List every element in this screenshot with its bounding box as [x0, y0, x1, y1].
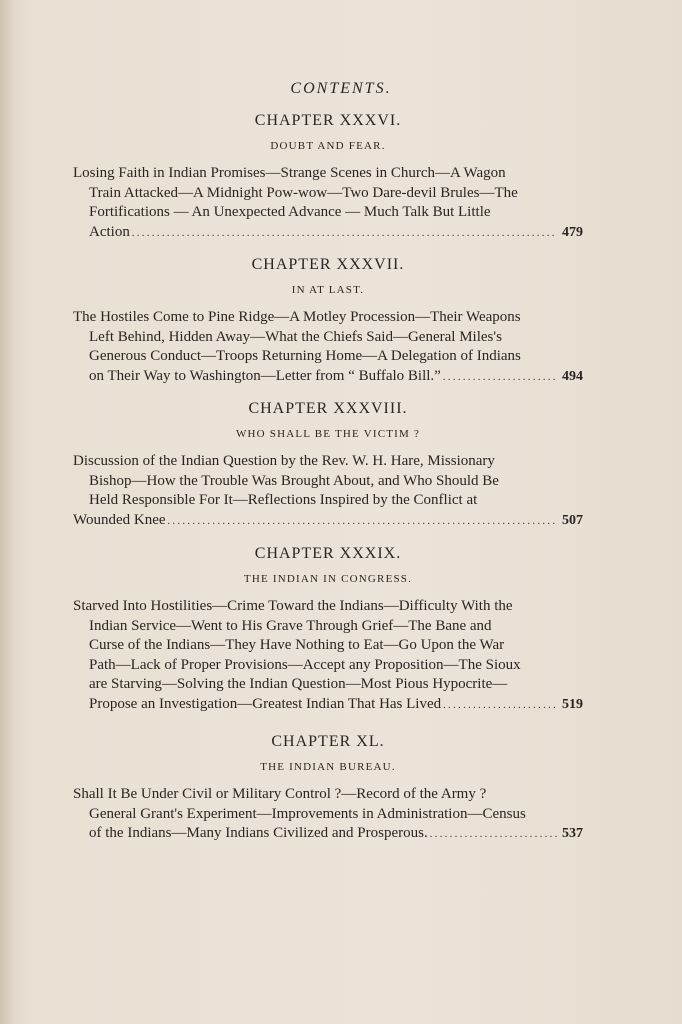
dot-leader	[430, 825, 558, 845]
chapter-subtitle: IN AT LAST.	[291, 284, 365, 296]
chapter-subtitle: DOUBT AND FEAR.	[270, 140, 386, 152]
summary-last-line	[73, 511, 583, 532]
chapter-title: CHAPTER XXXVII.	[251, 256, 405, 273]
summary-line: Losing Faith in Indian Promises—Strange Scenes in Church—A Wagon	[73, 165, 506, 181]
chapter-section	[73, 733, 583, 845]
summary-last-line	[73, 223, 583, 244]
summary-last-line	[73, 695, 583, 716]
summary-line: Curse of the Indians—They Have Nothing to Eat—Go Upon the War	[89, 637, 505, 654]
chapter-title: CHAPTER XXXVIII.	[248, 400, 408, 417]
chapter-section	[73, 400, 583, 531]
summary-line: are Starving—Solving the Indian Question—Most Pious Hypocrite—	[89, 676, 508, 693]
summary-line: Propose an Investigation—Greatest Indian That Has Lived	[89, 695, 442, 712]
page-number: 479	[562, 224, 583, 240]
summary-line: Fortifications — An Unexpected Advance — Much Talk But Little	[89, 204, 491, 221]
chapter-summary	[73, 785, 583, 845]
chapter-summary	[73, 164, 583, 243]
chapter-title: CHAPTER XXXIX.	[254, 545, 402, 562]
summary-last-line	[73, 367, 583, 388]
chapter-subtitle: WHO SHALL BE THE VICTIM ?	[235, 428, 421, 440]
summary-line: General Grant's Experiment—Improvements in Administration—Census	[89, 805, 526, 822]
chapter-title: CHAPTER XXXVI.	[254, 112, 402, 129]
summary-line: Action	[89, 223, 130, 240]
summary-line: The Hostiles Come to Pine Ridge—A Motley Procession—Their Weapons	[73, 309, 521, 325]
summary-line: Wounded Knee	[73, 511, 166, 528]
summary-line: of the Indians—Many Indians Civilized and Prosperous.	[89, 825, 428, 842]
summary-line: Discussion of the Indian Question by the Rev. W. H. Hare, Missionary	[73, 453, 495, 469]
summary-line: on Their Way to Washington—Letter from “ Buffalo Bill.”	[89, 367, 441, 384]
summary-line: Left Behind, Hidden Away—What the Chiefs Said—General Miles's	[89, 328, 502, 345]
dot-leader	[443, 368, 558, 388]
summary-line: Train Attacked—A Midnight Pow-wow—Two Dare-devil Brules—The	[89, 184, 518, 201]
chapter-summary	[73, 452, 583, 531]
summary-line: Starved Into Hostilities—Crime Toward the Indians—Difficulty With the	[73, 598, 513, 614]
summary-line: Shall It Be Under Civil or Military Control ?—Record of the Army ?	[73, 786, 487, 802]
page-number: 494	[562, 368, 583, 384]
summary-line: Held Responsible For It—Reflections Inspired by the Conflict at	[89, 492, 478, 509]
page-heading: CONTENTS.	[290, 80, 392, 97]
summary-line: Indian Service—Went to His Grave Through Grief—The Bane and	[89, 617, 492, 634]
chapter-subtitle: THE INDIAN IN CONGRESS.	[243, 573, 413, 585]
page-edge-shadow	[0, 0, 14, 1024]
chapter-section	[73, 112, 583, 243]
summary-line: Path—Lack of Proper Provisions—Accept any Proposition—The Sioux	[89, 656, 521, 673]
summary-line: Generous Conduct—Troops Returning Home—A Delegation of Indians	[89, 348, 521, 365]
chapter-section	[73, 256, 583, 387]
summary-last-line	[73, 824, 583, 845]
dot-leader	[132, 224, 557, 244]
page-number: 519	[562, 696, 583, 712]
chapter-section	[73, 545, 583, 716]
chapter-subtitle: THE INDIAN BUREAU.	[260, 761, 396, 773]
summary-line: Bishop—How the Trouble Was Brought About, and Who Should Be	[89, 472, 499, 489]
chapter-summary	[73, 308, 583, 387]
chapter-title: CHAPTER XL.	[271, 733, 385, 750]
dot-leader	[443, 696, 558, 716]
chapter-summary	[73, 597, 583, 716]
dot-leader	[168, 512, 558, 532]
page-number: 537	[562, 826, 583, 842]
page-number: 507	[562, 512, 583, 528]
